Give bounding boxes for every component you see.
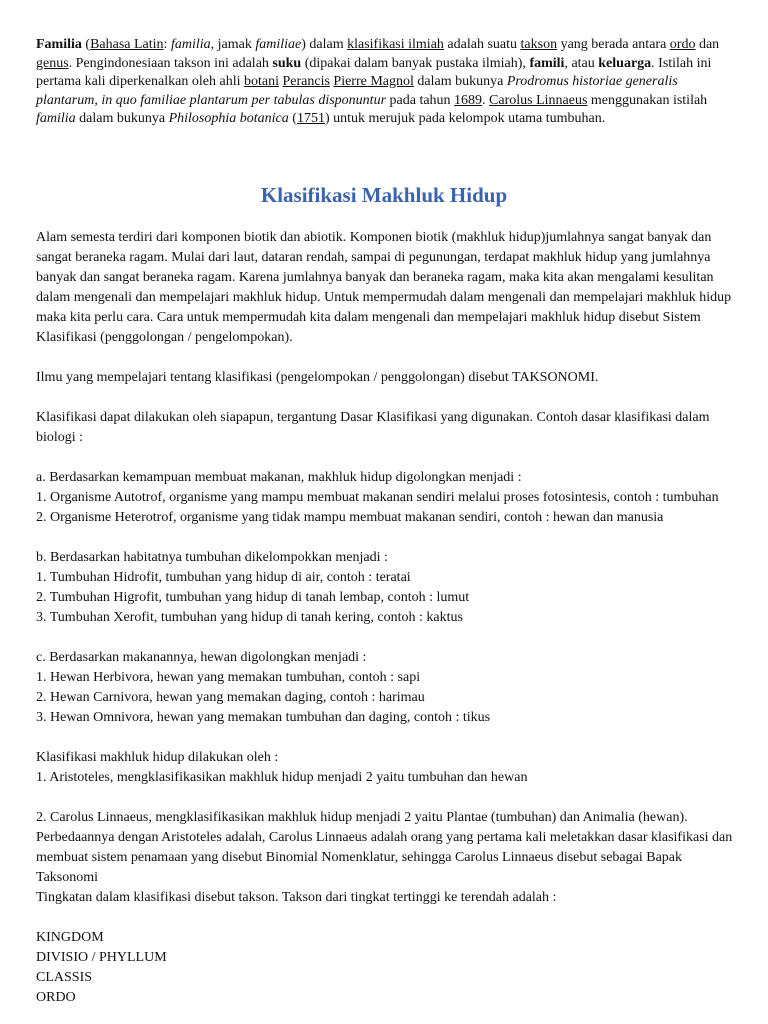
list-item: 3. Hewan Omnivora, hewan yang memakan tumbuhan dan daging, contoh : tikus bbox=[36, 710, 491, 725]
spacer bbox=[36, 908, 736, 928]
paragraph-takson-levels: Tingkatan dalam klasifikasi disebut takson. Takson dari tingkat tertinggi ke terendah adalah : bbox=[36, 890, 557, 905]
intro-italic: familiae bbox=[255, 37, 302, 52]
taxon-level: DIVISIO / PHYLLUM bbox=[36, 950, 167, 965]
intro-text: : bbox=[163, 37, 171, 52]
spacer bbox=[36, 388, 736, 408]
paragraph-dasar-klasifikasi: Klasifikasi dapat dilakukan oleh siapapun, tergantung Dasar Klasifikasi yang digunakan. Contoh dasar klasifikasi dalam biologi : bbox=[36, 410, 710, 445]
paragraph-taksonomi: Ilmu yang mempelajari tentang klasifikasi (pengelompokan / penggolongan) disebut TAKSONOMI. bbox=[36, 370, 599, 385]
link-genus[interactable]: genus bbox=[36, 55, 69, 71]
list-item: 2. Hewan Carnivora, hewan yang memakan daging, contoh : harimau bbox=[36, 690, 425, 705]
link-takson[interactable]: takson bbox=[520, 37, 558, 52]
intro-text: dan bbox=[695, 37, 720, 52]
section-heading: Klasifikasi Makhluk Hidup bbox=[260, 183, 508, 207]
intro-text: dalam bukunya bbox=[75, 111, 169, 126]
term-familia: Familia bbox=[36, 37, 82, 52]
spacer bbox=[36, 528, 736, 548]
taxon-level: ORDO bbox=[36, 990, 76, 1005]
link-perancis[interactable]: Perancis bbox=[282, 74, 330, 89]
intro-text: ( bbox=[288, 111, 297, 126]
link-pierre-magnol[interactable]: Pierre Magnol bbox=[333, 74, 414, 89]
spacer bbox=[36, 728, 736, 748]
link-1689[interactable]: 1689 bbox=[454, 92, 483, 108]
intro-text: , jamak bbox=[210, 37, 256, 52]
spacer bbox=[36, 348, 736, 368]
list-a-title: a. Berdasarkan kemampuan membuat makanan, makhluk hidup digolongkan menjadi : bbox=[36, 470, 522, 485]
intro-text: adalah suatu bbox=[443, 37, 521, 52]
intro-text: menggunakan istilah bbox=[587, 92, 708, 108]
list-item: 1. Hewan Herbivora, hewan yang memakan tumbuhan, contoh : sapi bbox=[36, 670, 421, 685]
intro-text: . Pengindonesiaan takson ini adalah bbox=[68, 55, 273, 71]
list-item: 2. Organisme Heterotrof, organisme yang tidak mampu membuat makanan sendiri, contoh : hewan dan manusia bbox=[36, 510, 664, 525]
intro-text: . bbox=[482, 92, 490, 108]
term-famili: famili bbox=[529, 55, 565, 71]
link-klasifikasi-ilmiah[interactable]: klasifikasi ilmiah bbox=[347, 37, 444, 52]
intro-text: (dipakai dalam banyak pustaka ilmiah), bbox=[301, 55, 530, 71]
article-body bbox=[36, 228, 736, 1008]
intro-text: . Istilah ini pertama kali diperkenalkan oleh ahli bbox=[36, 55, 712, 89]
taxon-level: CLASSIS bbox=[36, 970, 93, 985]
paragraph-intro: Alam semesta terdiri dari komponen biotik dan abiotik. Komponen biotik (makhluk hidup)jumlahnya sangat banyak dan sangat beraneka ragam. Mulai dari laut, dataran rendah, sampai di pegunungan, terdapat makhluk hidup yang jumlahnya banyak dan sangat beraneka ragam. Karena jumlahnya banyak dan beraneka ragam, maka kita akan mengalami kesulitan dalam mengenali dan mempelajari makhluk hidup. Untuk mempermudah dalam mengenali dan mempelajari makhluk hidup maka kita perlu cara. Cara untuk mempermudah kita dalam mengenali dan mempelajari makhluk hidup disebut Sistem Klasifikasi (penggolongan / pengelompokan). bbox=[36, 230, 732, 345]
link-1751[interactable]: 1751 bbox=[296, 111, 325, 126]
intro-text: pada tahun bbox=[386, 92, 455, 108]
term-keluarga: keluarga bbox=[598, 55, 652, 71]
list-c-title: c. Berdasarkan makanannya, hewan digolongkan menjadi : bbox=[36, 650, 367, 665]
intro-text: dalam bukunya bbox=[413, 74, 507, 89]
book-title-philosophia: Philosophia botanica bbox=[168, 111, 289, 126]
intro-italic: familia bbox=[170, 37, 211, 52]
intro-italic: familia bbox=[36, 111, 76, 126]
taxon-level: KINGDOM bbox=[36, 930, 104, 945]
book-title-prodromus: Prodromus historiae generalis plantarum, in quo familiae plantarum per tabulas disponuntur bbox=[36, 74, 678, 108]
intro-paragraph bbox=[36, 36, 736, 129]
intro-text: ) dalam bbox=[301, 37, 348, 52]
link-carolus-linnaeus[interactable]: Carolus Linnaeus bbox=[489, 92, 588, 108]
spacer bbox=[36, 448, 736, 468]
spacer bbox=[36, 788, 736, 808]
intro-text: yang berada antara bbox=[557, 37, 670, 52]
link-ordo[interactable]: ordo bbox=[669, 37, 696, 52]
list-item: 2. Tumbuhan Higrofit, tumbuhan yang hidup di tanah lembap, contoh : lumut bbox=[36, 590, 470, 605]
list-item: 2. Carolus Linnaeus, mengklasifikasikan makhluk hidup menjadi 2 yaitu Plantae (tumbuhan) dan Animalia (hewan). Perbedaannya dengan Aristoteles adalah, Carolus Linnaeus adalah orang yang pertama kali meletakkan dasar klasifikasi dan membuat sistem penamaan yang disebut Binomial Nomenklatur, sehingga Carolus Linnaeus disebut sebagai Bapak Taksonomi bbox=[36, 810, 733, 885]
intro-text: ) untuk merujuk pada kelompok utama tumbuhan. bbox=[324, 111, 606, 126]
list-item: 3. Tumbuhan Xerofit, tumbuhan yang hidup di tanah kering, contoh : kaktus bbox=[36, 610, 463, 625]
intro-text: ( bbox=[81, 37, 91, 52]
list-item: 1. Tumbuhan Hidrofit, tumbuhan yang hidup di air, contoh : teratai bbox=[36, 570, 411, 585]
spacer bbox=[36, 628, 736, 648]
link-bahasa-latin[interactable]: Bahasa Latin bbox=[90, 37, 164, 52]
list-item: 1. Organisme Autotrof, organisme yang mampu membuat makanan sendiri melalui proses fotosintesis, contoh : tumbuhan bbox=[36, 490, 719, 505]
list-item: 1. Aristoteles, mengklasifikasikan makhluk hidup menjadi 2 yaitu tumbuhan dan hewan bbox=[36, 770, 528, 785]
list-b-title: b. Berdasarkan habitatnya tumbuhan dikelompokkan menjadi : bbox=[36, 550, 388, 565]
link-botani[interactable]: botani bbox=[243, 74, 279, 89]
term-suku: suku bbox=[272, 55, 302, 71]
intro-text: , atau bbox=[564, 55, 599, 71]
classifiers-title: Klasifikasi makhluk hidup dilakukan oleh : bbox=[36, 750, 279, 765]
